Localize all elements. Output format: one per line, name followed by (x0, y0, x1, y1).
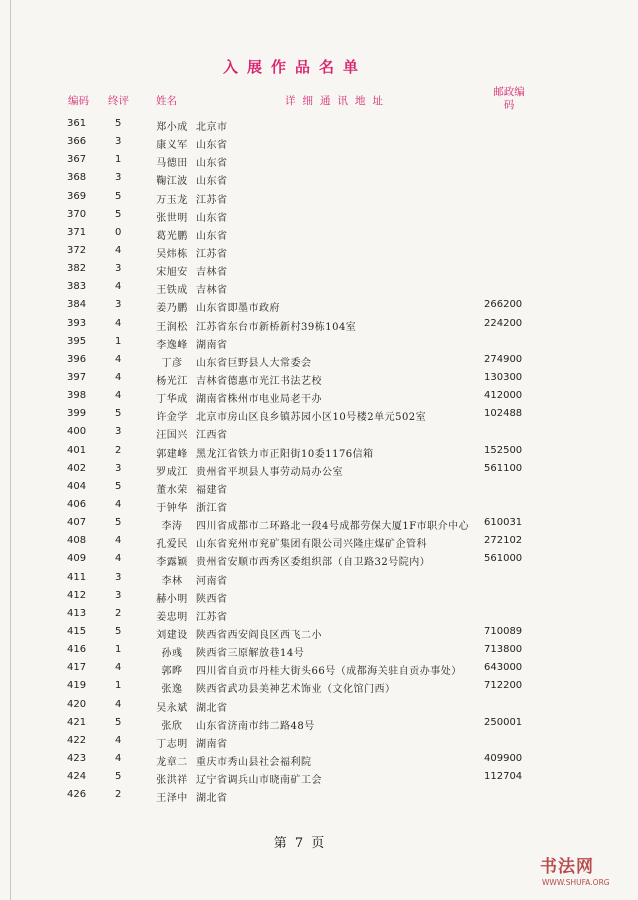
entry-row (0, 533, 638, 551)
watermark-url: WWW.SHUFA.ORG (542, 878, 610, 887)
entry-row (0, 424, 638, 442)
entry-name: 赫小明 (156, 593, 188, 605)
entry-address: 贵州省安顺市西秀区委组织部（自卫路32号院内） (196, 557, 431, 569)
entry-row (0, 787, 638, 805)
entry-row (0, 225, 638, 243)
entry-address: 湖北省 (196, 702, 228, 714)
entry-address: 贵州省平坝县人事劳动局办公室 (196, 466, 343, 478)
entry-row (0, 588, 638, 606)
entry-number: 415 (67, 625, 87, 637)
entry-name: 万玉龙 (156, 194, 188, 206)
entry-final-score: 3 (115, 426, 122, 438)
entry-address: 江西省 (196, 430, 228, 442)
entry-row (0, 570, 638, 588)
watermark-logo-text: 书法网 (540, 857, 594, 877)
entry-final-score: 3 (115, 571, 122, 583)
entry-address: 河南省 (196, 575, 228, 587)
entry-row (0, 443, 638, 461)
entry-row (0, 642, 638, 660)
entry-name: 孙彧 (161, 648, 183, 660)
entry-final-score: 1 (115, 680, 122, 692)
entry-row (0, 733, 638, 751)
entry-row (0, 370, 638, 388)
entry-postal-code: 561100 (484, 462, 523, 474)
entry-final-score: 4 (115, 535, 122, 547)
entry-name: 康义军 (156, 140, 188, 152)
entry-row (0, 116, 638, 134)
entry-address: 吉林省德惠市光江书法艺校 (196, 375, 322, 387)
entry-final-score: 5 (115, 771, 122, 783)
entry-row (0, 551, 638, 569)
entry-name: 姜乃鹏 (156, 303, 188, 315)
entry-name: 李林 (161, 575, 183, 587)
entry-name: 李涛 (161, 521, 183, 533)
entry-name: 马德田 (156, 158, 188, 170)
entry-row (0, 279, 638, 297)
header-postal-code: 邮政编码 (493, 86, 525, 111)
entry-postal-code: 561000 (484, 553, 523, 565)
entry-address: 重庆市秀山县社会福利院 (196, 756, 312, 768)
entry-address: 浙江省 (196, 502, 228, 514)
entry-row (0, 134, 638, 152)
entry-name: 刘建设 (156, 629, 188, 641)
entry-address: 吉林省 (196, 267, 228, 279)
entry-name: 汪国兴 (156, 430, 188, 442)
entry-final-score: 4 (115, 698, 122, 710)
entry-row (0, 152, 638, 170)
entry-final-score: 4 (115, 662, 122, 674)
entry-address: 湖南省 (196, 339, 228, 351)
entry-row (0, 243, 638, 261)
header-number: 编码 (68, 95, 89, 107)
entry-row (0, 769, 638, 787)
entry-row (0, 461, 638, 479)
entry-row (0, 170, 638, 188)
entry-final-score: 2 (115, 444, 122, 456)
header-final-score: 终评 (108, 95, 129, 107)
entry-address: 山东省即墨市政府 (196, 303, 280, 315)
entry-number: 416 (67, 644, 87, 656)
entry-final-score: 3 (115, 462, 122, 474)
entry-final-score: 3 (115, 263, 122, 275)
entry-name: 吴永斌 (156, 702, 188, 714)
entry-number: 382 (67, 263, 87, 275)
entry-number: 371 (67, 226, 87, 238)
entry-final-score: 5 (115, 517, 122, 529)
entry-number: 402 (67, 462, 87, 474)
entry-number: 383 (67, 281, 87, 293)
entry-final-score: 5 (115, 625, 122, 637)
entry-final-score: 4 (115, 244, 122, 256)
entry-address: 山东省济南市纬二路48号 (196, 720, 315, 732)
page-number: 第 7 页 (273, 836, 327, 851)
entry-number: 401 (67, 444, 87, 456)
entry-row (0, 207, 638, 225)
entry-postal-code: 102488 (484, 408, 523, 420)
entry-name: 张世明 (156, 212, 188, 224)
entry-row (0, 515, 638, 533)
entry-name: 姜忠明 (156, 611, 188, 623)
entry-postal-code: 610031 (484, 517, 523, 529)
entry-row (0, 261, 638, 279)
entry-name: 王泽中 (156, 793, 188, 805)
entry-number: 384 (67, 299, 87, 311)
entry-address: 江苏省 (196, 611, 228, 623)
entry-address: 四川省成都市二环路北一段4号成都劳保大厦1F市职介中心 (196, 521, 470, 533)
entry-final-score: 5 (115, 190, 122, 202)
entry-address: 江苏省 (196, 194, 228, 206)
entry-postal-code: 112704 (484, 771, 523, 783)
entry-postal-code: 712200 (484, 680, 523, 692)
entry-address: 山东省 (196, 230, 228, 242)
entry-address: 湖南省 (196, 738, 228, 750)
entry-row (0, 297, 638, 315)
entry-number: 426 (67, 789, 87, 801)
watermark-logo (540, 852, 632, 894)
entry-name: 李露颖 (156, 557, 188, 569)
entry-number: 411 (67, 571, 87, 583)
entry-name: 宋旭安 (156, 267, 188, 279)
entry-name: 张逸 (161, 684, 183, 696)
entry-name: 吴炜栋 (156, 248, 188, 260)
entry-final-score: 5 (115, 118, 122, 129)
entry-postal-code: 224200 (484, 317, 523, 329)
header-address: 详细通讯地址 (285, 95, 390, 107)
entry-postal-code: 409900 (484, 752, 523, 764)
entry-address: 湖北省 (196, 793, 228, 805)
entry-number: 393 (67, 317, 87, 329)
entry-postal-code: 274900 (484, 353, 523, 365)
entry-name: 张洪祥 (156, 775, 188, 787)
entry-name: 葛光鹏 (156, 230, 188, 242)
entry-address: 陕西省西安阎良区西飞二小 (196, 629, 322, 641)
entry-row (0, 388, 638, 406)
entry-address: 山东省 (196, 140, 228, 152)
entry-row (0, 751, 638, 769)
entry-row (0, 406, 638, 424)
entry-final-score: 4 (115, 317, 122, 329)
entry-number: 420 (67, 698, 87, 710)
entry-number: 372 (67, 244, 87, 256)
entry-postal-code: 250001 (484, 716, 523, 728)
entry-name: 龙章二 (156, 756, 188, 768)
entry-number: 395 (67, 335, 87, 347)
entry-final-score: 4 (115, 553, 122, 565)
entry-final-score: 4 (115, 734, 122, 746)
entry-address: 辽宁省调兵山市晓南矿工会 (196, 775, 322, 787)
entry-number: 423 (67, 752, 87, 764)
entry-final-score: 3 (115, 589, 122, 601)
entry-name: 王铁成 (156, 285, 188, 297)
entry-number: 366 (67, 136, 87, 148)
entry-address: 江苏省东台市新桥新村39栋104室 (196, 321, 357, 333)
entry-number: 399 (67, 408, 87, 420)
entry-row (0, 479, 638, 497)
entry-number: 412 (67, 589, 87, 601)
entry-final-score: 1 (115, 335, 122, 347)
entry-address: 山东省 (196, 212, 228, 224)
entry-number: 368 (67, 172, 87, 184)
entry-number: 413 (67, 607, 87, 619)
entry-postal-code: 713800 (484, 644, 523, 656)
entry-number: 409 (67, 553, 87, 565)
entry-address: 陕西省武功县美神艺术饰业（文化馆门西） (196, 684, 396, 696)
entry-final-score: 1 (115, 644, 122, 656)
entry-postal-code: 272102 (484, 535, 523, 547)
entry-row (0, 678, 638, 696)
entry-number: 408 (67, 535, 87, 547)
entry-postal-code: 130300 (484, 371, 523, 383)
entry-address: 四川省自贡市丹桂大街头66号（成都海关驻自贡办事处） (196, 666, 462, 678)
entry-name: 郭建峰 (156, 448, 188, 460)
entry-number: 361 (67, 118, 87, 129)
entry-number: 419 (67, 680, 87, 692)
entry-list (0, 116, 638, 805)
entry-number: 417 (67, 662, 87, 674)
entry-final-score: 5 (115, 716, 122, 728)
entry-name: 董水荣 (156, 484, 188, 496)
entry-address: 北京市 (196, 122, 228, 133)
entry-name: 王润松 (156, 321, 188, 333)
document-title: 入展作品名单 (222, 58, 367, 76)
entry-name: 张欣 (161, 720, 183, 732)
entry-number: 367 (67, 154, 87, 166)
entry-name: 丁志明 (156, 738, 188, 750)
entry-postal-code: 643000 (484, 662, 523, 674)
entry-row (0, 715, 638, 733)
entry-final-score: 2 (115, 789, 122, 801)
entry-name: 李逸峰 (156, 339, 188, 351)
entry-address: 黑龙江省铁力市正阳街10委1176信箱 (196, 448, 374, 460)
entry-name: 杨光江 (156, 375, 188, 387)
entry-name: 罗成江 (156, 466, 188, 478)
entry-row (0, 497, 638, 515)
entry-number: 406 (67, 498, 87, 510)
entry-name: 许金学 (156, 412, 188, 424)
entry-row (0, 624, 638, 642)
entry-name: 鞠江波 (156, 176, 188, 188)
entry-address: 山东省兖州市兖矿集团有限公司兴隆庄煤矿企管科 (196, 539, 427, 551)
entry-row (0, 352, 638, 370)
entry-final-score: 4 (115, 752, 122, 764)
entry-row (0, 189, 638, 207)
entry-final-score: 3 (115, 136, 122, 148)
entry-final-score: 5 (115, 208, 122, 220)
entry-address: 吉林省 (196, 285, 228, 297)
entry-number: 398 (67, 390, 87, 402)
entry-final-score: 1 (115, 154, 122, 166)
entry-address: 湖南省株州市电业局老干办 (196, 394, 322, 406)
entry-address: 陕西省三原解放巷14号 (196, 648, 305, 660)
entry-number: 407 (67, 517, 87, 529)
entry-name: 郭晔 (161, 666, 183, 678)
entry-row (0, 606, 638, 624)
entry-address: 山东省 (196, 176, 228, 188)
entry-address: 北京市房山区良乡镇苏园小区10号楼2单元502室 (196, 412, 427, 424)
entry-name: 孔爱民 (156, 539, 188, 551)
entry-final-score: 5 (115, 408, 122, 420)
entry-final-score: 0 (115, 226, 122, 238)
entry-final-score: 3 (115, 172, 122, 184)
entry-postal-code: 710089 (484, 625, 523, 637)
entry-postal-code: 412000 (484, 390, 523, 402)
entry-final-score: 4 (115, 281, 122, 293)
entry-name: 于钟华 (156, 502, 188, 514)
entry-address: 山东省 (196, 158, 228, 170)
header-name: 姓名 (156, 95, 177, 107)
entry-number: 370 (67, 208, 87, 220)
entry-number: 369 (67, 190, 87, 202)
entry-postal-code: 152500 (484, 444, 523, 456)
entry-final-score: 4 (115, 390, 122, 402)
entry-row (0, 697, 638, 715)
entry-address: 江苏省 (196, 248, 228, 260)
entry-name: 丁彦 (161, 357, 183, 369)
entry-number: 421 (67, 716, 87, 728)
entry-postal-code: 266200 (484, 299, 523, 311)
entry-number: 422 (67, 734, 87, 746)
entry-number: 424 (67, 771, 87, 783)
entry-final-score: 4 (115, 371, 122, 383)
entry-number: 404 (67, 480, 87, 492)
entry-address: 福建省 (196, 484, 228, 496)
entry-number: 396 (67, 353, 87, 365)
entry-final-score: 5 (115, 480, 122, 492)
entry-final-score: 4 (115, 353, 122, 365)
entry-row (0, 316, 638, 334)
entry-address: 陕西省 (196, 593, 228, 605)
entry-number: 400 (67, 426, 87, 438)
entry-address: 山东省巨野县人大常委会 (196, 357, 312, 369)
entry-final-score: 3 (115, 299, 122, 311)
entry-final-score: 2 (115, 607, 122, 619)
entry-name: 郑小成 (156, 122, 188, 133)
entry-row (0, 660, 638, 678)
entry-number: 397 (67, 371, 87, 383)
entry-name: 丁华成 (156, 394, 188, 406)
entry-final-score: 4 (115, 498, 122, 510)
entry-row (0, 334, 638, 352)
